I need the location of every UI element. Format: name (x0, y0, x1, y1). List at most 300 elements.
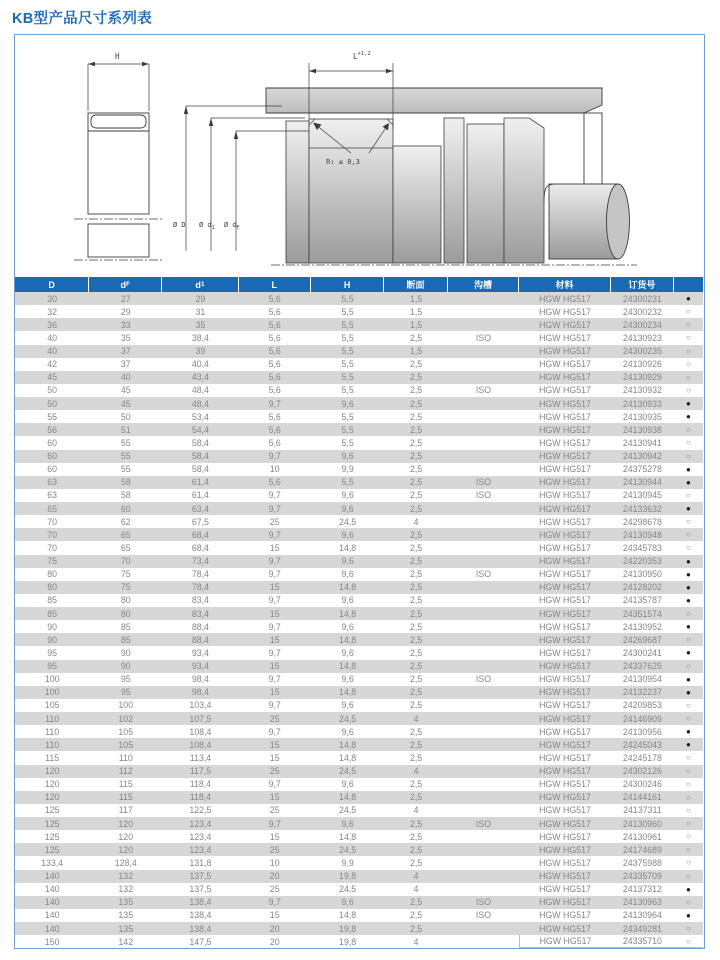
cell-groove (448, 738, 520, 751)
cell-df: 95 (120, 687, 131, 698)
cell-d: 63 (47, 490, 58, 501)
cell-df: 135 (118, 923, 134, 934)
table-row (15, 817, 703, 830)
cell-section: 2,5 (409, 477, 423, 488)
cell-h: 14,8 (339, 634, 357, 645)
h-label: H (115, 52, 120, 61)
cell-section: 4 (413, 805, 419, 816)
l-label: $L^{+1,2}$ (353, 51, 371, 61)
cell-h: 9,6 (341, 726, 354, 737)
cell-h: 24,5 (339, 844, 357, 855)
cell-order-no: 24130942 (622, 451, 662, 462)
cell-order-no: 24135787 (622, 595, 662, 606)
cell-h: 9,6 (341, 700, 354, 711)
cell-groove (448, 541, 520, 554)
table-row (15, 489, 703, 502)
cell-material: HGW HG517 (539, 569, 591, 580)
cell-section: 2,5 (409, 411, 423, 422)
cell-d: 125 (44, 805, 60, 816)
cell-order-no: 24130954 (622, 674, 662, 685)
cell-df: 115 (118, 779, 133, 790)
cell-order-no: 24245043 (622, 739, 662, 750)
cell-order-no: 24133632 (622, 503, 662, 514)
cell-d: 125 (44, 818, 60, 829)
cell-material: HGW HG517 (539, 897, 591, 908)
cell-d: 140 (44, 871, 60, 882)
cell-d1: 29 (195, 293, 206, 304)
cell-d: 85 (47, 608, 58, 619)
cell-d1: 147,5 (189, 936, 212, 947)
cell-stock-indicator: ○ (686, 451, 691, 461)
housing-plate (266, 88, 602, 113)
cell-df: 120 (118, 818, 134, 829)
cell-d: 140 (44, 910, 60, 921)
cell-h: 24,5 (339, 884, 357, 895)
cell-d1: 123,4 (189, 831, 212, 842)
cell-material: HGW HG517 (539, 332, 591, 343)
cell-order-no: 24337625 (622, 661, 662, 672)
cell-material: HGW HG517 (539, 884, 591, 895)
table-row (15, 607, 703, 620)
cell-df: 45 (120, 385, 131, 396)
cell-d: 30 (47, 293, 58, 304)
cell-d1: 122,5 (189, 805, 212, 816)
table-row (15, 384, 703, 397)
cell-order-no: 24298678 (622, 516, 662, 527)
cell-h: 14,8 (339, 792, 357, 803)
cell-h: 5,5 (341, 437, 354, 448)
cell-df: 75 (120, 582, 131, 593)
cell-l: 9,7 (268, 700, 281, 711)
table-row (15, 909, 703, 922)
cell-section: 4 (413, 936, 419, 947)
cell-stock-indicator: ○ (686, 871, 691, 881)
cell-material: HGW HG517 (539, 857, 591, 868)
cell-groove (448, 791, 520, 804)
cell-section: 2,5 (409, 818, 423, 829)
cell-df: 33 (120, 319, 131, 330)
cell-section: 2,5 (409, 451, 423, 462)
cell-d: 50 (47, 398, 58, 409)
cell-stock-indicator: ● (686, 464, 691, 474)
cell-material: HGW HG517 (539, 437, 591, 448)
cell-material: HGW HG517 (539, 766, 591, 777)
support-rod (584, 113, 602, 184)
cell-h: 19,8 (339, 871, 357, 882)
cell-l: 9,7 (268, 779, 281, 790)
cell-stock-indicator: ● (686, 727, 691, 737)
table-row (15, 555, 703, 568)
cell-df: 55 (120, 464, 131, 475)
cell-l: 9,7 (268, 398, 281, 409)
cell-material: HGW HG517 (539, 582, 591, 593)
cell-stock-indicator: ● (686, 648, 691, 658)
cell-order-no: 24130945 (622, 490, 662, 501)
cell-material: HGW HG517 (539, 529, 591, 540)
column-header-材料: 材料 (519, 277, 611, 292)
ring-cross-section (74, 113, 163, 260)
table-row (15, 712, 703, 725)
cell-l: 20 (269, 936, 280, 947)
cell-d1: 107,5 (189, 713, 212, 724)
table-row (15, 870, 703, 883)
table-row (15, 751, 703, 764)
cell-groove (448, 397, 520, 410)
table-row (15, 450, 703, 463)
cell-h: 9,6 (341, 451, 354, 462)
table-row (15, 738, 703, 751)
cell-d1: 88,4 (191, 634, 209, 645)
cell-h: 24,5 (339, 766, 357, 777)
cell-df: 80 (120, 595, 131, 606)
cell-l: 9,7 (268, 621, 281, 632)
cell-d: 95 (47, 647, 58, 658)
table-row (15, 476, 703, 489)
cell-stock-indicator: ● (686, 910, 691, 920)
dia-d1-label: Ø $d_1$ (199, 221, 215, 231)
cell-d: 45 (47, 372, 58, 383)
cell-groove (448, 804, 520, 817)
cell-df: 128,4 (114, 857, 137, 868)
cell-d1: 40,4 (191, 359, 209, 370)
table-row (15, 699, 703, 712)
column-header-D: D (15, 277, 89, 292)
seal-in-groove (309, 119, 393, 263)
cell-material: HGW HG517 (539, 910, 591, 921)
cell-section: 2,5 (409, 752, 423, 763)
table-row (15, 778, 703, 791)
cell-material: HGW HG517 (539, 687, 591, 698)
cell-groove (448, 502, 520, 515)
cell-h: 9,6 (341, 647, 354, 658)
cell-d1: 98,4 (191, 674, 209, 685)
cell-order-no: 24130923 (622, 332, 662, 343)
cell-l: 20 (269, 923, 280, 934)
cell-h: 9,6 (341, 503, 354, 514)
cell-groove (448, 751, 520, 764)
cell-material: HGW HG517 (539, 844, 591, 855)
cell-section: 4 (413, 871, 419, 882)
cell-order-no: 24174689 (622, 844, 662, 855)
table-row (15, 646, 703, 659)
table-row (15, 515, 703, 528)
table-row (15, 935, 703, 948)
cell-order-no: 24335710 (611, 935, 674, 948)
cell-d1: 113,4 (189, 752, 212, 763)
cell-order-no: 24375988 (622, 857, 662, 868)
cell-h: 5,5 (341, 411, 354, 422)
cell-l: 15 (269, 634, 280, 645)
cell-section: 2,5 (409, 726, 423, 737)
cell-d: 125 (44, 831, 60, 842)
cell-order-no: 24130948 (622, 529, 662, 540)
cell-stock-indicator: ○ (686, 779, 691, 789)
cell-df: 51 (120, 424, 131, 435)
cell-groove: ISO (475, 385, 492, 396)
cell-l: 25 (269, 805, 280, 816)
cell-h: 5,5 (341, 372, 354, 383)
cell-order-no: 24300232 (622, 306, 662, 317)
cell-order-no: 24130932 (622, 385, 662, 396)
cell-h: 9,9 (341, 857, 354, 868)
cell-material: HGW HG517 (539, 674, 591, 685)
cell-section: 2,5 (409, 687, 423, 698)
cell-h: 14,8 (339, 739, 357, 750)
table-row (15, 463, 703, 476)
table-row (15, 502, 703, 515)
cell-d1: 138,4 (189, 897, 212, 908)
cell-d1: 98,4 (191, 687, 209, 698)
cell-d: 85 (47, 595, 58, 606)
cell-d: 133,4 (41, 857, 64, 868)
cell-l: 9,7 (268, 451, 281, 462)
cell-material: HGW HG517 (539, 634, 591, 645)
cell-d: 95 (47, 661, 58, 672)
cell-df: 132 (118, 884, 134, 895)
cell-stock-indicator: ○ (686, 425, 691, 435)
cell-l: 15 (269, 582, 280, 593)
cell-section: 2,5 (409, 542, 423, 553)
cell-df: 70 (120, 556, 131, 567)
cell-d1: 78,4 (191, 569, 209, 580)
table-row (15, 581, 703, 594)
cell-section: 2,5 (409, 556, 423, 567)
cell-groove (448, 765, 520, 778)
cell-groove (448, 345, 520, 358)
cell-groove (448, 292, 520, 305)
cell-l: 9,7 (268, 529, 281, 540)
cell-d1: 35 (195, 319, 206, 330)
cell-l: 5,6 (268, 332, 281, 343)
cell-df: 65 (120, 529, 131, 540)
cell-df: 75 (120, 569, 131, 580)
cell-order-no: 24130952 (622, 621, 662, 632)
table-row (15, 896, 703, 909)
cell-l: 5,6 (268, 477, 281, 488)
cell-section: 2,5 (409, 700, 423, 711)
column-header-库存 (674, 277, 703, 292)
cell-stock-indicator: ○ (686, 766, 691, 776)
cell-material: HGW HG517 (539, 542, 591, 553)
cell-order-no: 24335709 (622, 871, 662, 882)
cell-section: 2,5 (409, 634, 423, 645)
cell-h: 14,8 (339, 608, 357, 619)
cell-h: 9,6 (341, 556, 354, 567)
cell-material: HGW HG517 (539, 319, 591, 330)
cell-d: 60 (47, 437, 58, 448)
cell-d1: 118,4 (189, 792, 212, 803)
table-row (15, 633, 703, 646)
cell-stock-indicator: ○ (686, 661, 691, 671)
cell-d: 56 (47, 424, 58, 435)
column-header-d1: d 1 (162, 277, 238, 292)
cell-section: 2,5 (409, 332, 423, 343)
cell-l: 25 (269, 844, 280, 855)
table-row (15, 305, 703, 318)
cell-section: 1,5 (409, 293, 423, 304)
cell-material: HGW HG517 (539, 752, 591, 763)
cell-d: 110 (45, 726, 60, 737)
cell-l: 5,6 (268, 424, 281, 435)
cell-h: 14,8 (339, 910, 357, 921)
cell-order-no: 24130938 (622, 424, 662, 435)
cell-df: 35 (120, 332, 131, 343)
cell-d1: 137,5 (189, 871, 212, 882)
cell-df: 85 (120, 634, 131, 645)
cell-l: 9,7 (268, 897, 281, 908)
cell-h: 9,6 (341, 818, 354, 829)
cell-groove (448, 318, 520, 331)
cell-groove: ISO (475, 332, 492, 343)
cell-l: 15 (269, 542, 280, 553)
cell-l: 5,6 (268, 372, 281, 383)
cell-df: 65 (120, 542, 131, 553)
table-row (15, 660, 703, 673)
cell-h: 5,5 (341, 293, 354, 304)
cell-material: HGW HG517 (539, 700, 591, 711)
cell-order-no: 24245178 (622, 752, 662, 763)
cell-df: 102 (118, 713, 134, 724)
cell-h: 14,8 (339, 542, 357, 553)
cell-d: 60 (47, 451, 58, 462)
cell-stock-indicator: ○ (686, 359, 691, 369)
cell-section: 2,5 (409, 739, 423, 750)
table-row (15, 725, 703, 738)
cell-d1: 131,8 (189, 857, 212, 868)
cell-d: 125 (44, 844, 60, 855)
cell-h: 24,5 (339, 516, 357, 527)
cell-df: 60 (120, 503, 131, 514)
cell-h: 9,6 (341, 569, 354, 580)
cell-groove: ISO (475, 674, 492, 685)
cell-order-no: 24130933 (622, 398, 662, 409)
cell-stock-indicator: ○ (686, 714, 691, 724)
table-row (15, 318, 703, 331)
cell-stock-indicator: ○ (686, 333, 691, 343)
cell-groove (448, 856, 520, 869)
cell-material: HGW HG517 (539, 306, 591, 317)
cell-d: 140 (44, 897, 60, 908)
cell-d: 40 (47, 332, 58, 343)
cell-d1: 73,4 (191, 556, 209, 567)
cell-df: 135 (118, 910, 134, 921)
cell-l: 5,6 (268, 359, 281, 370)
cell-l: 15 (269, 661, 280, 672)
cell-section: 2,5 (409, 464, 423, 475)
cell-d: 80 (47, 569, 58, 580)
cell-groove (448, 515, 520, 528)
cell-d1: 93,4 (191, 661, 209, 672)
cell-stock-indicator: ○ (686, 819, 691, 829)
cell-stock-indicator: ○ (686, 635, 691, 645)
table-row (15, 358, 703, 371)
cell-d: 140 (44, 884, 60, 895)
cell-d: 105 (44, 700, 60, 711)
cell-d: 100 (44, 687, 60, 698)
cell-l: 15 (269, 687, 280, 698)
table-row (15, 541, 703, 554)
cell-stock-indicator: ○ (686, 609, 691, 619)
cell-section: 2,5 (409, 372, 423, 383)
cell-d1: 83,4 (191, 608, 209, 619)
cell-material: HGW HG517 (539, 779, 591, 790)
table-row (15, 594, 703, 607)
cell-section: 2,5 (409, 608, 423, 619)
cell-d: 90 (47, 621, 58, 632)
cell-h: 5,5 (341, 424, 354, 435)
cell-df: 45 (120, 398, 131, 409)
cell-groove (448, 581, 520, 594)
table-row (15, 765, 703, 778)
cell-material: HGW HG517 (539, 385, 591, 396)
cell-l: 10 (269, 464, 280, 475)
cell-order-no: 24130941 (622, 437, 662, 448)
cell-l: 9,7 (268, 674, 281, 685)
cell-h: 9,6 (341, 490, 354, 501)
cell-h: 5,5 (341, 319, 354, 330)
cell-d: 150 (44, 936, 60, 947)
cell-df: 29 (120, 306, 131, 317)
cell-material: HGW HG517 (539, 503, 591, 514)
cell-stock-indicator: ○ (686, 490, 691, 500)
cell-order-no: 24137311 (623, 805, 662, 816)
cell-df: 112 (118, 766, 133, 777)
cell-df: 40 (120, 372, 131, 383)
cell-d: 60 (47, 464, 58, 475)
cell-material: HGW HG517 (539, 346, 591, 357)
cell-df: 62 (120, 516, 131, 527)
cell-df: 100 (118, 700, 134, 711)
cell-order-no: 24130950 (622, 569, 662, 580)
seal-cross-section-diagram (15, 35, 703, 277)
cell-order-no: 24130935 (622, 411, 662, 422)
cell-groove (448, 646, 520, 659)
cell-material: HGW HG517 (539, 805, 591, 816)
cell-order-no: 24349281 (622, 923, 662, 934)
cell-l: 9,7 (268, 818, 281, 829)
cell-material: HGW HG517 (539, 818, 591, 829)
cell-material: HGW HG517 (539, 621, 591, 632)
cell-d: 115 (45, 752, 60, 763)
cell-order-no: 24302126 (622, 766, 662, 777)
cell-df: 132 (118, 871, 134, 882)
cell-l: 9,7 (268, 726, 281, 737)
cell-d: 63 (47, 477, 58, 488)
cell-d1: 61,4 (191, 477, 209, 488)
cell-l: 25 (269, 884, 280, 895)
cell-order-no: 24144161 (622, 792, 662, 803)
cell-d1: 63,4 (191, 503, 209, 514)
cell-h: 5,5 (341, 332, 354, 343)
cell-order-no: 24220353 (622, 556, 662, 567)
cell-groove (448, 423, 520, 436)
cell-d1: 138,4 (189, 923, 212, 934)
cell-stock-indicator: ○ (686, 307, 691, 317)
cell-material: HGW HG517 (539, 424, 591, 435)
cell-df: 80 (120, 608, 131, 619)
cell-d1: 117,5 (189, 766, 212, 777)
cell-d1: 39 (195, 346, 206, 357)
cell-d1: 43,4 (191, 372, 209, 383)
cell-h: 14,8 (339, 831, 357, 842)
cell-d: 36 (47, 319, 58, 330)
cell-d1: 58,4 (191, 451, 209, 462)
cell-stock-indicator: ● (686, 569, 691, 579)
cell-order-no: 24300241 (622, 647, 662, 658)
cell-section: 2,5 (409, 424, 423, 435)
cell-d: 110 (45, 739, 60, 750)
cell-df: 85 (120, 621, 131, 632)
